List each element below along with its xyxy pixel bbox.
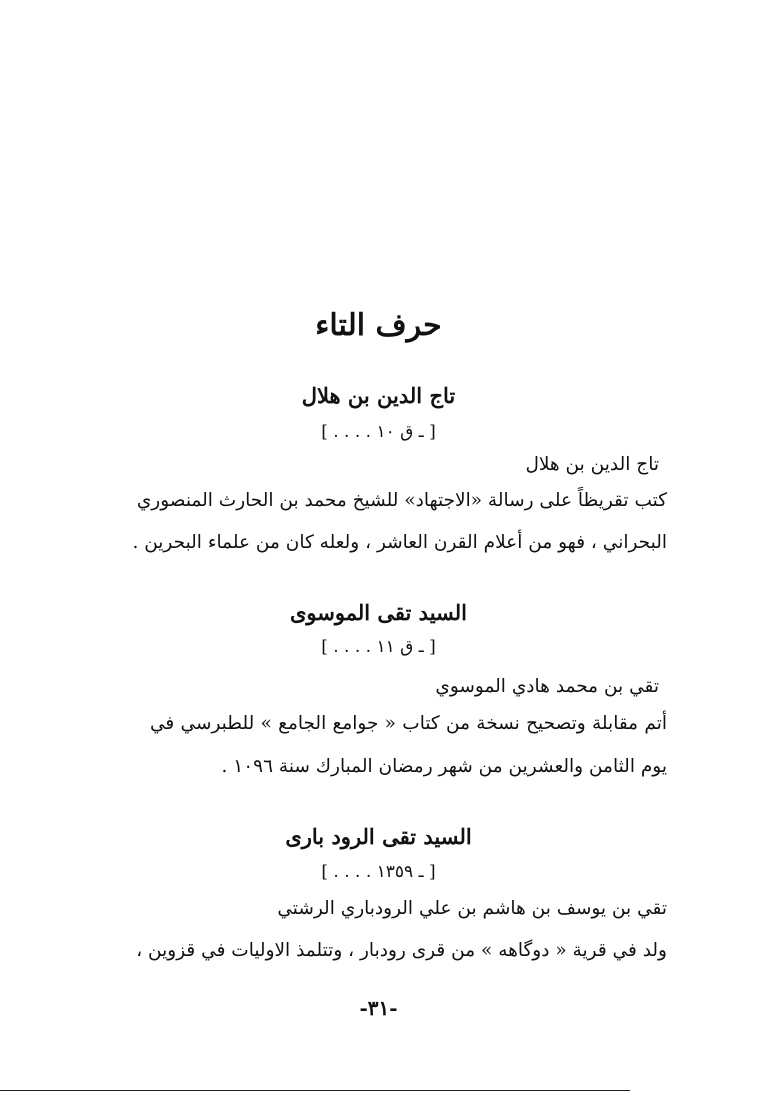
entry-name-line: تقي بن يوسف بن هاشم بن علي الرودباري الرشتي xyxy=(277,898,667,919)
entry-name-line: تاج الدين بن هلال xyxy=(525,454,659,475)
entry-heading: تاج الدين بن هلال xyxy=(301,383,456,408)
entry-text-line: يوم الثامن والعشرين من شهر رمضان المبارك سنة ١٠٩٦ . xyxy=(221,756,667,777)
entry-text-line: كتب تقريظاً على رسالة «الاجتهاد» للشيخ محمد بن الحارث المنصوري xyxy=(136,490,667,511)
section-title: حرف التاء xyxy=(315,308,442,343)
page-number: -٣١- xyxy=(359,996,398,1020)
footer-rule xyxy=(0,1090,630,1091)
entry-text-line: البحراني ، فهو من أعلام القرن العاشر ، ولعله كان من علماء البحرين . xyxy=(132,532,667,553)
entry-text-line: ولد في قرية « دوگاهه » من قرى رودبار ، وتتلمذ الاوليات في قزوين ، xyxy=(136,940,667,961)
entry-text-line: أتم مقابلة وتصحيح نسخة من كتاب « جوامع الجامع » للطبرسي في xyxy=(150,713,667,734)
entry-heading: السيد تقى الرود بارى xyxy=(285,824,472,849)
entry-dates: [ . . . . ـ ق ١١ ] xyxy=(321,637,436,657)
entry-name-line: تقي بن محمد هادي الموسوي xyxy=(435,676,659,697)
entry-dates: [ . . . . ـ ١٣٥٩ ] xyxy=(321,862,436,882)
entry-heading: السيد تقى الموسوى xyxy=(289,600,468,625)
entry-dates: [ . . . . ـ ق ١٠ ] xyxy=(321,422,436,442)
